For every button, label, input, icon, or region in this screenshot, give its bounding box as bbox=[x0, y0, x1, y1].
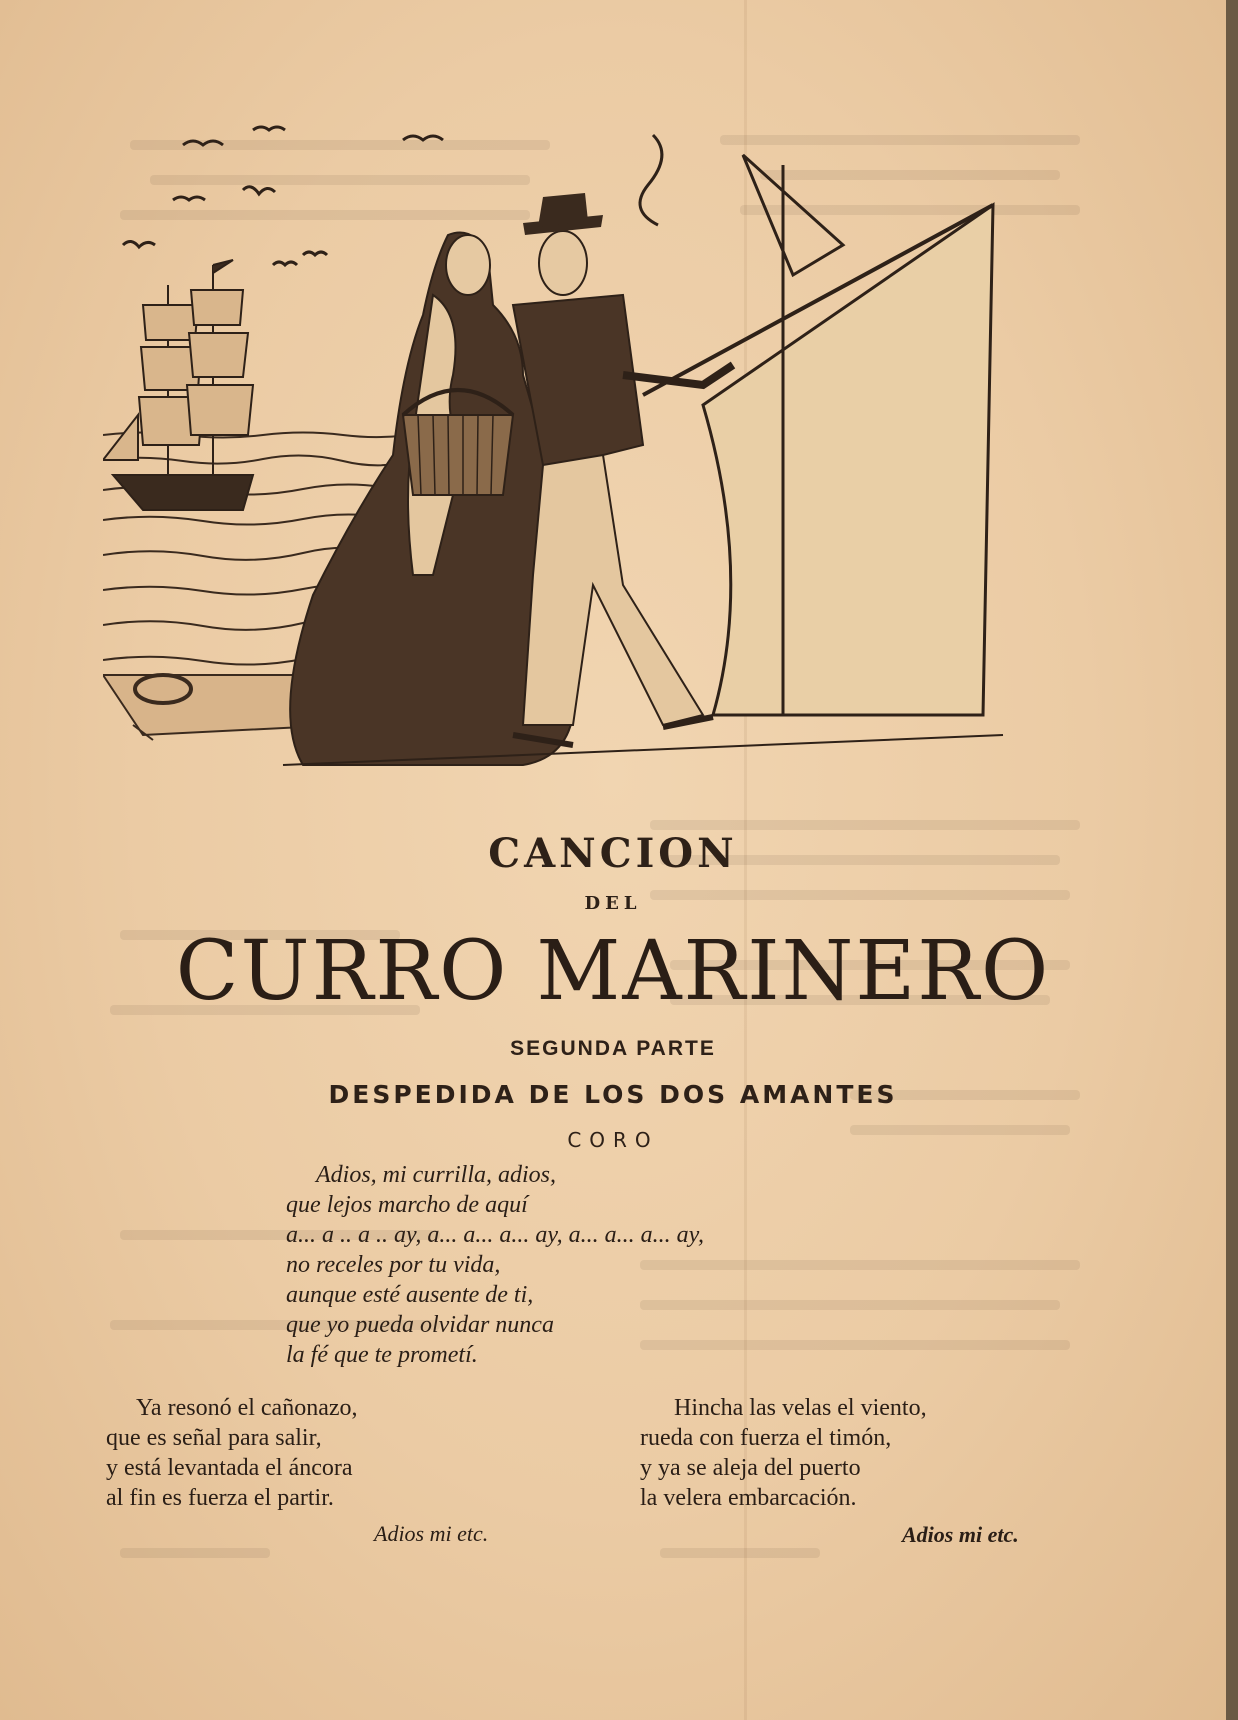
title-del: DEL bbox=[584, 893, 642, 914]
stanza-line: que es señal para salir, bbox=[106, 1425, 322, 1451]
stanza-line: Ya resonó el cañonazo, bbox=[136, 1395, 358, 1421]
chorus-line: la fé que te prometí. bbox=[286, 1342, 478, 1368]
chorus-line: Adios, mi currilla, adios, bbox=[316, 1162, 557, 1188]
stanza-line: al fin es fuerza el partir. bbox=[106, 1485, 334, 1511]
main-title: CURRO MARINERO bbox=[175, 924, 1051, 1019]
chorus-line: que lejos marcho de aquí bbox=[286, 1192, 528, 1218]
stanza-line: la velera embarcación. bbox=[640, 1485, 857, 1511]
engraving-illustration bbox=[103, 115, 1087, 827]
section-heading: DESPEDIDA DE LOS DOS AMANTES bbox=[328, 1080, 898, 1109]
stanza-right bbox=[640, 1393, 1120, 1547]
chorus-line: que yo pueda olvidar nunca bbox=[286, 1312, 554, 1338]
stanza-line: y ya se aleja del puerto bbox=[640, 1455, 861, 1481]
chorus-heading: CORO bbox=[567, 1128, 659, 1152]
stanza-line: rueda con fuerza el timón, bbox=[640, 1425, 892, 1451]
chorus-verse bbox=[286, 1160, 986, 1370]
chorus-line: no receles por tu vida, bbox=[286, 1252, 501, 1278]
subtitle-segunda-parte: SEGUNDA PARTE bbox=[510, 1037, 716, 1060]
stanza-refrain: Adios mi etc. bbox=[902, 1522, 1019, 1547]
chorus-line: a... a .. a .. ay, a... a... a... ay, a... a... a... ay, bbox=[286, 1222, 704, 1248]
stanza-left bbox=[106, 1393, 586, 1546]
chorus-line: aunque esté ausente de ti, bbox=[286, 1282, 534, 1308]
title-cancion: CANCION bbox=[488, 830, 738, 877]
stanza-refrain: Adios mi etc. bbox=[374, 1521, 489, 1546]
stanza-line: Hincha las velas el viento, bbox=[674, 1395, 927, 1421]
stanza-line: y está levantada el áncora bbox=[106, 1455, 353, 1481]
